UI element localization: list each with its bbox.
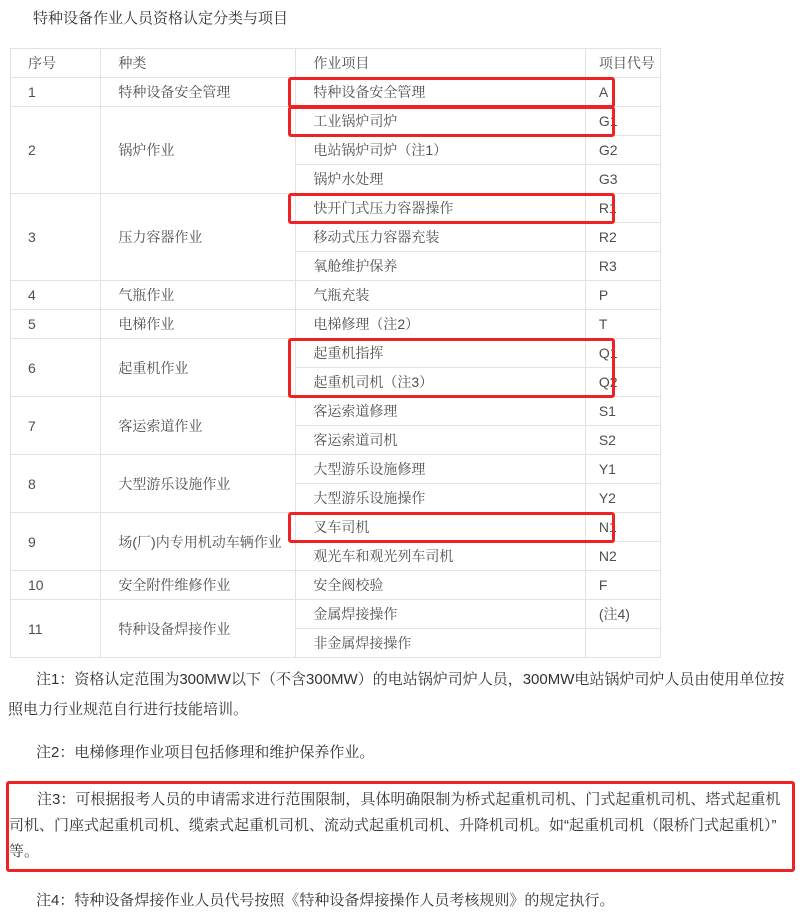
category-cell: 特种设备焊接作业: [101, 600, 296, 658]
project-cell: 观光车和观光列车司机: [296, 542, 585, 571]
table-row: [11, 78, 661, 107]
table-row: [11, 455, 661, 484]
table-row: [11, 571, 661, 600]
project-cell: 金属焊接操作: [296, 600, 585, 629]
project-cell: 快开门式压力容器操作: [296, 194, 585, 223]
project-cell: 叉车司机: [296, 513, 585, 542]
serial-cell: 1: [11, 78, 101, 107]
table-row: [11, 600, 661, 629]
category-cell: 场(厂)内专用机动车辆作业: [101, 513, 296, 571]
serial-cell: 3: [11, 194, 101, 281]
code-cell: F: [585, 571, 660, 600]
project-cell: 特种设备安全管理: [296, 78, 585, 107]
code-cell: P: [585, 281, 660, 310]
table-row: [11, 107, 661, 136]
serial-cell: 2: [11, 107, 101, 194]
table-row: [11, 513, 661, 542]
table-row: [11, 194, 661, 223]
note-3-highlight-box: [6, 781, 795, 872]
category-cell: 客运索道作业: [101, 397, 296, 455]
project-cell: 移动式压力容器充装: [296, 223, 585, 252]
project-cell: 电梯修理（注2）: [296, 310, 585, 339]
column-header-category: 种类: [101, 49, 296, 78]
category-cell: 大型游乐设施作业: [101, 455, 296, 513]
serial-cell: 9: [11, 513, 101, 571]
project-cell: 氧舱维护保养: [296, 252, 585, 281]
serial-cell: 5: [11, 310, 101, 339]
code-cell: Y2: [585, 484, 660, 513]
serial-cell: 7: [11, 397, 101, 455]
code-cell: G2: [585, 136, 660, 165]
note-2: 注2：电梯修理作业项目包括修理和维护保养作业。: [36, 744, 375, 761]
code-cell: R3: [585, 252, 660, 281]
table-body: [11, 78, 661, 658]
note-4: 注4：特种设备焊接作业人员代号按照《特种设备焊接操作人员考核规则》的规定执行。: [36, 892, 615, 909]
project-cell: 安全阀校验: [296, 571, 585, 600]
page-title: 特种设备作业人员资格认定分类与项目: [33, 10, 289, 27]
column-header-serial: 序号: [11, 49, 101, 78]
category-cell: 安全附件维修作业: [101, 571, 296, 600]
code-cell: A: [585, 78, 660, 107]
category-cell: 特种设备安全管理: [101, 78, 296, 107]
project-cell: 大型游乐设施操作: [296, 484, 585, 513]
project-cell: 大型游乐设施修理: [296, 455, 585, 484]
category-cell: 电梯作业: [101, 310, 296, 339]
project-cell: 非金属焊接操作: [296, 629, 585, 658]
project-cell: 客运索道修理: [296, 397, 585, 426]
notes-section: [8, 665, 795, 916]
code-cell: N2: [585, 542, 660, 571]
code-cell: S1: [585, 397, 660, 426]
code-cell: R1: [585, 194, 660, 223]
qualification-table: [10, 48, 661, 658]
code-cell: T: [585, 310, 660, 339]
serial-cell: 10: [11, 571, 101, 600]
category-cell: 气瓶作业: [101, 281, 296, 310]
table-row: [11, 339, 661, 368]
serial-cell: 11: [11, 600, 101, 658]
header-row: [11, 49, 661, 78]
category-cell: 锅炉作业: [101, 107, 296, 194]
project-cell: 锅炉水处理: [296, 165, 585, 194]
table-row: [11, 310, 661, 339]
code-cell: (注4): [585, 600, 660, 629]
project-cell: 气瓶充装: [296, 281, 585, 310]
code-cell: R2: [585, 223, 660, 252]
column-header-code: 项目代号: [585, 49, 660, 78]
code-cell: Y1: [585, 455, 660, 484]
table-row: [11, 397, 661, 426]
qualification-table-wrap: [10, 48, 661, 658]
column-header-project: 作业项目: [296, 49, 585, 78]
serial-cell: 6: [11, 339, 101, 397]
code-cell: N1: [585, 513, 660, 542]
serial-cell: 8: [11, 455, 101, 513]
code-cell: G1: [585, 107, 660, 136]
serial-cell: 4: [11, 281, 101, 310]
table-row: [11, 281, 661, 310]
category-cell: 起重机作业: [101, 339, 296, 397]
project-cell: 工业锅炉司炉: [296, 107, 585, 136]
project-cell: 起重机指挥: [296, 339, 585, 368]
project-cell: 客运索道司机: [296, 426, 585, 455]
code-cell: G3: [585, 165, 660, 194]
code-cell: Q1: [585, 339, 660, 368]
project-cell: 起重机司机（注3）: [296, 368, 585, 397]
code-cell: Q2: [585, 368, 660, 397]
document-page: [0, 9, 803, 916]
note-3: 注3：可根据报考人员的申请需求进行范围限制，具体明确限制为桥式起重机司机、门式起重机司机、塔式起重机司机、门座式起重机司机、缆索式起重机司机、流动式起重机司机、升降机司机。如“起重机司机（限桥门式起重机）”等。: [9, 791, 781, 860]
note-1: 注1：资格认定范围为300MW以下（不含300MW）的电站锅炉司炉人员，300MW电站锅炉司炉人员由使用单位按照电力行业规范自行进行技能培训。: [8, 671, 785, 718]
table-header: [11, 49, 661, 78]
code-cell: S2: [585, 426, 660, 455]
project-cell: 电站锅炉司炉（注1）: [296, 136, 585, 165]
code-cell: [585, 629, 660, 658]
category-cell: 压力容器作业: [101, 194, 296, 281]
